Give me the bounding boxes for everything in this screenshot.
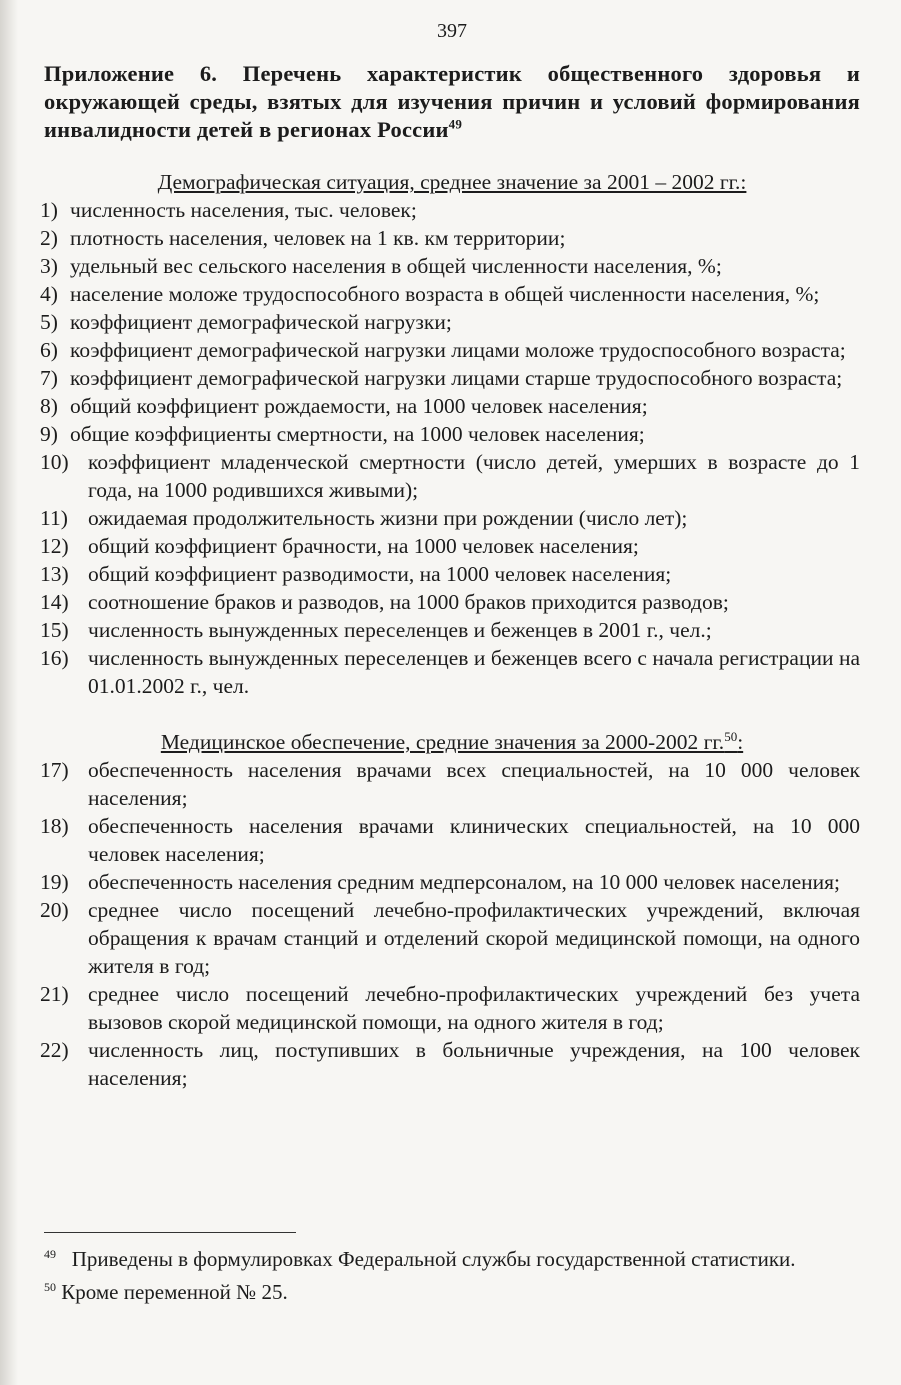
list-item [40, 252, 860, 280]
list-item [40, 224, 860, 252]
list-item [40, 980, 860, 1036]
item-number: 5) [40, 310, 58, 334]
list-item [40, 756, 860, 812]
list-item [40, 616, 860, 644]
section-heading-medical-suffix: : [737, 730, 744, 754]
item-number: 7) [40, 366, 58, 390]
item-text: обеспеченность населения врачами всех специальностей, на 10 000 человек населения; [88, 758, 860, 810]
list-item [40, 280, 860, 308]
item-text: среднее число посещений лечебно-профилактических учреждений без учета вызовов скорой медицинской помощи, на одного жителя в год; [88, 982, 860, 1034]
item-number: 3) [40, 254, 58, 278]
demography-list [40, 196, 860, 700]
item-number: 12) [40, 534, 69, 558]
footnote-ref-50[interactable]: 50 [724, 728, 738, 744]
item-text: обеспеченность населения врачами клинических специальностей, на 10 000 человек населения; [88, 814, 860, 866]
item-number: 19) [40, 870, 69, 894]
list-item [40, 644, 860, 700]
footnote-text: Приведены в формулировках Федеральной службы государственной статистики. [71, 1247, 796, 1271]
footnotes [44, 1240, 860, 1306]
section-heading-medical [44, 728, 860, 756]
footnote-ref-49[interactable]: 49 [448, 116, 463, 132]
item-number: 2) [40, 226, 58, 250]
list-item [40, 532, 860, 560]
item-text: общий коэффициент рождаемости, на 1000 человек населения; [70, 394, 648, 418]
item-number: 15) [40, 618, 69, 642]
item-text: коэффициент младенческой смертности (число детей, умерших в возрасте до 1 года, на 1000 родившихся живыми); [88, 450, 860, 502]
item-number: 16) [40, 646, 69, 670]
list-item [40, 560, 860, 588]
item-text: население моложе трудоспособного возраста в общей численности населения, %; [70, 282, 820, 306]
item-text: общий коэффициент брачности, на 1000 человек населения; [88, 534, 639, 558]
list-item [40, 504, 860, 532]
list-item [40, 196, 860, 224]
item-text: соотношение браков и разводов, на 1000 браков приходится разводов; [88, 590, 729, 614]
item-text: среднее число посещений лечебно-профилактических учреждений, включая обращения к врачам станций и отделений скорой медицинской помощи, на одного жителя в год; [88, 898, 860, 978]
section-heading-demography: Демографическая ситуация, среднее значение за 2001 – 2002 гг.: [157, 170, 747, 194]
document-page [40, 0, 860, 1092]
item-number: 1) [40, 198, 58, 222]
footnote-divider [44, 1232, 296, 1233]
item-number: 20) [40, 898, 69, 922]
list-item [40, 812, 860, 868]
list-item [40, 868, 860, 896]
item-number: 9) [40, 422, 58, 446]
item-text: коэффициент демографической нагрузки лицами старше трудоспособного возраста; [70, 366, 843, 390]
list-item [40, 308, 860, 336]
list-item [40, 588, 860, 616]
footnote-mark: 50 [44, 1280, 56, 1294]
list-item [40, 392, 860, 420]
item-text: обеспеченность населения средним медперсоналом, на 10 000 человек населения; [88, 870, 840, 894]
list-item [40, 448, 860, 504]
item-text: общие коэффициенты смертности, на 1000 человек населения; [70, 422, 645, 446]
page-edge-shadow [0, 0, 18, 1385]
item-number: 18) [40, 814, 69, 838]
item-text: численность лиц, поступивших в больничные учреждения, на 100 человек населения; [88, 1038, 860, 1090]
footnote-text: Кроме переменной № 25. [61, 1280, 288, 1304]
item-text: численность вынужденных переселенцев и беженцев в 2001 г., чел.; [88, 618, 712, 642]
item-number: 22) [40, 1038, 69, 1062]
medical-list [40, 756, 860, 1092]
appendix-title-text: Приложение 6. Перечень характеристик общественного здоровья и окружающей среды, взятых для изучения причин и условий формирования инвалидности детей в регионах России [44, 61, 860, 142]
appendix-title [44, 60, 860, 144]
item-number: 14) [40, 590, 69, 614]
footnote-mark: 49 [44, 1247, 56, 1261]
list-item [40, 896, 860, 980]
item-text: численность населения, тыс. человек; [70, 198, 417, 222]
item-text: удельный вес сельского населения в общей численности населения, %; [70, 254, 722, 278]
item-number: 21) [40, 982, 69, 1006]
item-number: 17) [40, 758, 69, 782]
page-number: 397 [437, 20, 467, 42]
item-text: плотность населения, человек на 1 кв. км территории; [70, 226, 566, 250]
section-heading-medical-text: Медицинское обеспечение, средние значения за 2000-2002 гг. [160, 730, 725, 754]
item-text: общий коэффициент разводимости, на 1000 человек населения; [88, 562, 672, 586]
item-number: 8) [40, 394, 58, 418]
item-number: 6) [40, 338, 58, 362]
list-item [40, 364, 860, 392]
item-number: 10) [40, 450, 69, 474]
footnote-49 [44, 1240, 860, 1273]
item-text: ожидаемая продолжительность жизни при рождении (число лет); [88, 506, 688, 530]
item-text: коэффициент демографической нагрузки лицами моложе трудоспособного возраста; [70, 338, 846, 362]
footnote-50 [44, 1273, 860, 1306]
list-item [40, 420, 860, 448]
item-text: коэффициент демографической нагрузки; [70, 310, 452, 334]
item-number: 11) [40, 506, 68, 530]
list-item [40, 336, 860, 364]
item-number: 4) [40, 282, 58, 306]
item-number: 13) [40, 562, 69, 586]
item-text: численность вынужденных переселенцев и беженцев всего с начала регистрации на 01.01.2002 г., чел. [88, 646, 860, 698]
list-item [40, 1036, 860, 1092]
